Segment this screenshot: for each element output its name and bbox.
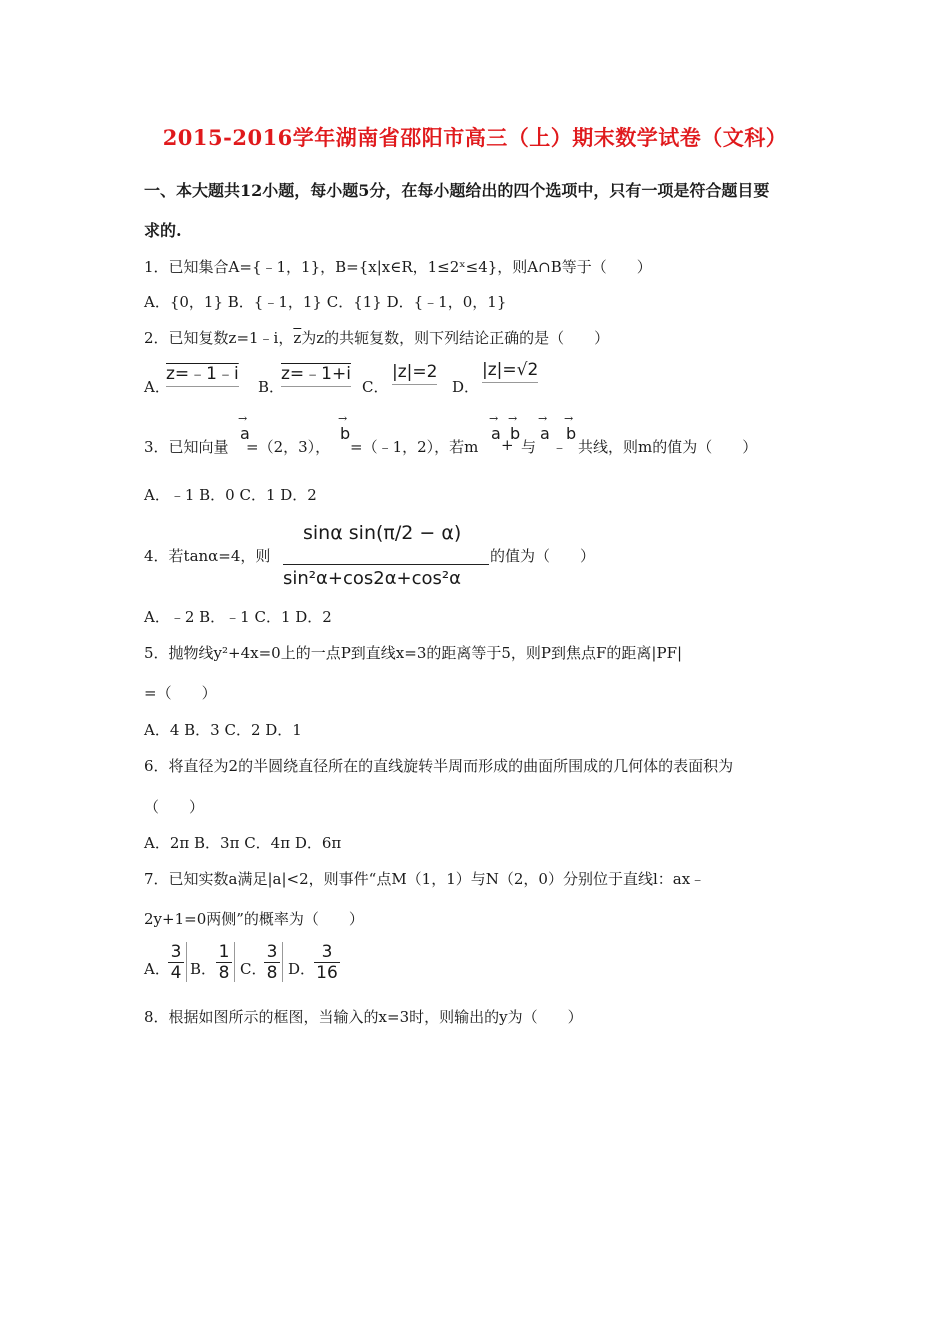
q2-option-b-expr [281, 359, 351, 387]
q2-stem-post: 为z的共轭复数，则下列结论正确的是（ ） [301, 329, 610, 347]
q7-option-a-num: 3 [170, 942, 182, 962]
vector-arrow-icon: → [238, 412, 248, 425]
q3-post: 共线，则m的值为（ ） [578, 438, 758, 456]
q3-minus: ﹣ [552, 438, 568, 456]
vector-arrow-icon: → [489, 412, 499, 425]
q3-mid1: =（2，3）， [246, 438, 331, 456]
q7-option-d-num: 3 [321, 942, 333, 962]
q7-option-c-num: 3 [266, 942, 278, 962]
q2-option-a-label: A． [144, 378, 170, 396]
q4-numerator: sinα sin(π/2 − α) [303, 522, 462, 544]
q4-options: A．﹣2 B．﹣1 C．1 D．2 [144, 608, 332, 626]
q2-option-b-label: B． [258, 378, 285, 396]
q5-stem-line2: =（ ） [144, 684, 217, 702]
q7-option-d-den: 16 [316, 963, 338, 983]
q5-options: A．4 B．3 C．2 D．1 [144, 721, 302, 739]
q4-denominator: sin²α+cos2α+cos²α [283, 568, 462, 589]
q3-options: A．﹣1 B．0 C．1 D．2 [144, 486, 317, 504]
q3-vector-a3: a [540, 424, 550, 443]
vector-arrow-icon: → [338, 412, 348, 425]
q2-zbar: $\overline{z}$ [293, 329, 302, 347]
q6-options: A．2π B．3π C．4π D．6π [144, 834, 342, 852]
section-heading-line2: 求的. [144, 221, 182, 240]
q7-option-c-fraction [264, 942, 280, 983]
q4-post: 的值为（ ） [490, 547, 596, 565]
fraction-bar [283, 564, 489, 565]
divider [282, 942, 283, 982]
q7-option-a-den: 4 [170, 963, 182, 983]
q7-stem-line1: 7．已知实数a满足|a|<2，则事件“点M（1，1）与N（2，0）分别位于直线l：ax﹣ [144, 870, 706, 888]
q2-option-c-label: C． [362, 378, 389, 396]
q7-option-b-num: 1 [218, 942, 230, 962]
q3-vector-a: a [240, 424, 250, 443]
q3-pre: 3．已知向量 [144, 438, 229, 456]
q7-option-c-label: C． [240, 960, 267, 978]
q2-option-a-expr [166, 359, 239, 387]
q3-vector-b2: b [510, 424, 521, 443]
divider [234, 942, 235, 982]
q2-stem [144, 327, 609, 348]
q7-option-d-label: D． [288, 960, 316, 978]
q1-options: A．{0，1} B．{﹣1，1} C．{1} D．{﹣1，0，1} [144, 293, 507, 311]
q2-option-a-text: z=﹣1﹣i [166, 364, 239, 384]
divider [186, 942, 187, 982]
q3-vector-a2: a [491, 424, 501, 443]
q6-stem-line1: 6．将直径为2的半圆绕直径所在的直线旋转半周而形成的曲面所围成的几何体的表面积为 [144, 757, 734, 775]
q2-option-d-expr: |z|=√2 [482, 360, 538, 383]
q3-mid2: =（﹣1，2），若m [350, 438, 479, 456]
q4-pre: 4．若tanα=4，则 [144, 547, 271, 565]
q3-vector-b3: b [566, 424, 577, 443]
vector-arrow-icon: → [564, 412, 574, 425]
q1-stem: 1．已知集合A={﹣1，1}，B={x|x∈R，1≤2ˣ≤4}，则A∩B等于（ ） [144, 258, 652, 276]
q8-stem: 8．根据如图所示的框图，当输入的x=3时，则输出的y为（ ） [144, 1008, 583, 1026]
q5-stem-line1: 5．抛物线y²+4x=0上的一点P到直线x=3的距离等于5，则P到焦点F的距离|PF| [144, 644, 683, 662]
q3-vector-b: b [340, 424, 351, 443]
q6-stem-line2: （ ） [144, 798, 205, 816]
q2-option-b-text: z=﹣1+i [281, 364, 351, 384]
q7-option-a-fraction [168, 942, 184, 983]
q7-option-b-fraction [216, 942, 232, 983]
section-heading-line1: 一、本大题共12小题，每小题5分，在每小题给出的四个选项中，只有一项是符合题目要 [144, 181, 770, 200]
q2-option-c-expr: |z|=2 [392, 362, 437, 385]
vector-arrow-icon: → [508, 412, 518, 425]
q7-stem-line2: 2y+1=0两侧”的概率为（ ） [144, 910, 364, 928]
q7-option-b-den: 8 [218, 963, 230, 983]
q2-stem-pre: 2．已知复数z=1﹣i， [144, 329, 294, 347]
q2-option-d-label: D． [452, 378, 480, 396]
q7-option-a-label: A． [144, 960, 170, 978]
q7-option-c-den: 8 [266, 963, 278, 983]
exam-title: 2015-2016学年湖南省邵阳市高三（上）期末数学试卷（文科） [162, 125, 788, 150]
q3-plus: + [501, 436, 514, 454]
q7-option-d-fraction [314, 942, 340, 983]
q3-yu: 与 [521, 438, 537, 456]
vector-arrow-icon: → [538, 412, 548, 425]
q7-option-b-label: B． [190, 960, 217, 978]
